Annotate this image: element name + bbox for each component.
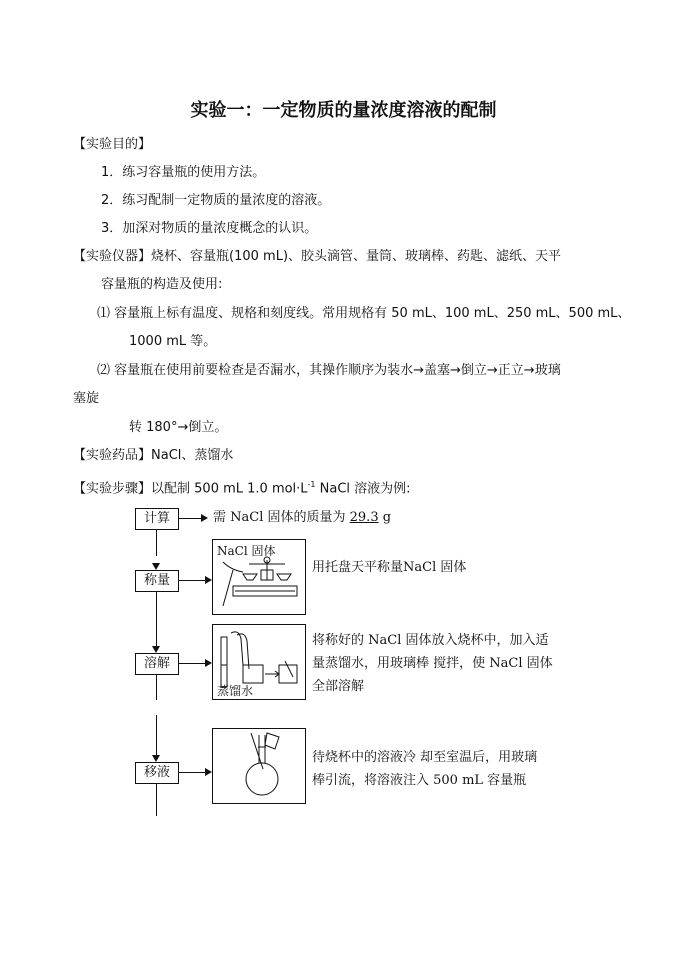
purpose-heading: 【实验目的】: [73, 137, 152, 152]
distilled-water-label: 蒸馏水: [217, 684, 254, 698]
flask-point-2-line-1: ⑵ 容量瓶在使用前要检查是否漏水，其操作顺序为装水→盖塞→倒立→正立→玻璃: [97, 363, 561, 378]
instruments-text: 烧杯、容量瓶(100 mL)、胶头滴管、量筒、玻璃棒、药匙、滤纸、天平: [151, 249, 562, 264]
volumetric-flask-icon: [213, 729, 305, 803]
dissolve-desc-line-3: 全部溶解: [312, 679, 365, 694]
reagents-heading: 【实验药品】: [73, 448, 152, 463]
volumetric-flask-subheading: 容量瓶的构造及使用:: [101, 277, 223, 292]
connector-transfer-down: [156, 783, 157, 816]
transfer-desc-line-1: 待烧杯中的溶液冷 却至室温后，用玻璃: [312, 750, 538, 765]
arrow-down-icon: [152, 563, 160, 570]
dissolve-description: [312, 629, 582, 698]
flask-point-1-line-2: 1000 mL 等。: [129, 334, 217, 349]
weigh-description: 用托盘天平称量NaCl 固体: [312, 560, 467, 575]
dissolve-illustration: [212, 624, 306, 700]
arrow-down-icon: [152, 755, 160, 762]
flask-point-2-line-2: 塞旋: [73, 391, 100, 406]
connector-to-transfer: [156, 715, 157, 759]
nacl-solid-label: NaCl 固体: [217, 544, 276, 558]
flask-point-2-line-3: 转 180°→倒立。: [129, 420, 228, 435]
purpose-item-1: 1．练习容量瓶的使用方法。: [101, 165, 266, 180]
purpose-item-2: 2．练习配制一定物质的量浓度的溶液。: [101, 193, 331, 208]
steps-text-sup: -1: [307, 480, 316, 489]
dissolve-desc-line-1: 将称好的 NaCl 固体放入烧杯中，加入适: [312, 633, 549, 648]
connector-dissolve-down: [156, 674, 157, 700]
arrow-calc-line: [178, 518, 202, 519]
calc-mass-unit: g: [378, 510, 392, 525]
arrow-right-icon: [205, 659, 212, 667]
calc-mass-value: 29.3: [349, 510, 379, 525]
transfer-desc-line-2: 棒引流，将溶液注入 500 mL 容量瓶: [312, 773, 527, 788]
page-title: 实验一：一定物质的量浓度溶液的配制: [190, 100, 497, 121]
step-calculate: 计算: [135, 508, 179, 530]
calc-desc-text: 需 NaCl 固体的质量为: [213, 510, 350, 525]
arrow-right-icon: [201, 514, 208, 522]
balance-icon: [213, 540, 305, 614]
steps-text-a: 以配制 500 mL 1.0 mol·L: [151, 481, 308, 497]
arrow-transfer-line: [178, 772, 206, 773]
transfer-description: [312, 746, 582, 792]
step-transfer: 移液: [135, 762, 179, 784]
instruments-line: [73, 248, 561, 266]
transfer-illustration: [212, 728, 306, 804]
balance-illustration: [212, 539, 306, 615]
steps-line: [73, 476, 411, 498]
reagents-text: NaCl、蒸馏水: [151, 448, 234, 463]
purpose-item-3: 3．加深对物质的量浓度概念的认识。: [101, 221, 318, 236]
flask-point-1-line-1: ⑴ 容量瓶上标有温度、规格和刻度线。常用规格有 50 mL、100 mL、250 mL、500 mL、: [97, 306, 631, 321]
instruments-heading: 【实验仪器】: [73, 249, 152, 264]
arrow-right-icon: [205, 768, 212, 776]
calc-description: [213, 509, 391, 527]
connector-weigh-dissolve: [156, 590, 157, 647]
step-weigh: 称量: [135, 570, 179, 592]
steps-heading: 【实验步骤】: [73, 481, 152, 497]
dissolve-desc-line-2: 量蒸馏水，用玻璃棒 搅拌，使 NaCl 固体: [312, 656, 553, 671]
reagents-line: [73, 447, 233, 465]
connector-calc-weigh: [156, 529, 157, 556]
steps-text-b: NaCl 溶液为例:: [315, 481, 411, 497]
arrow-weigh-line: [178, 580, 206, 581]
arrow-dissolve-line: [178, 663, 206, 664]
step-dissolve: 溶解: [135, 653, 179, 675]
arrow-right-icon: [205, 576, 212, 584]
arrow-down-icon: [152, 646, 160, 653]
